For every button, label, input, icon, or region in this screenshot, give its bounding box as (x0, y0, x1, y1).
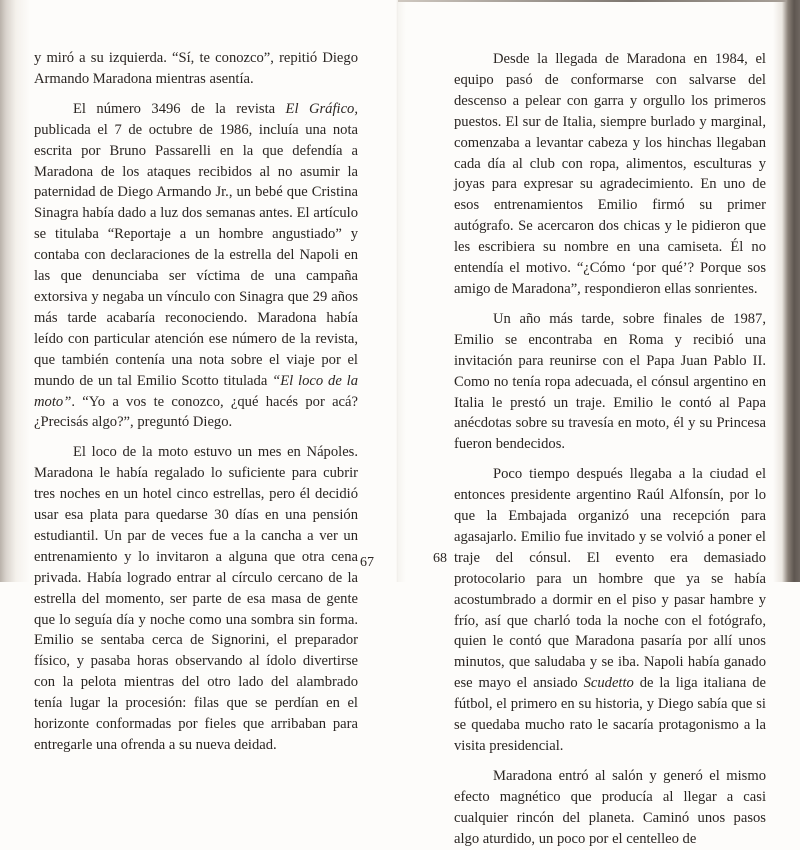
page-number-right: 68 (433, 551, 447, 566)
paragraph-el-grafico (34, 99, 358, 434)
text-run: Poco tiempo después llegaba a la ciudad el entonces presidente argentino Raúl Alfonsín, por lo que la Embajada organizó una recepción para agasajarlo. Emilio fue invitado y se volvió a poner el traje del cónsul. El evento era demasiado protocolario para un hombre que ya se había acostumbrado a dormir en el piso y pasar hambre y frío, así que charló toda la noche con el fotógrafo, quien le contó que Maradona pasaría por allí unos minutos, que saludaba y se iba. Napoli había ganado ese mayo el ansiado (454, 466, 766, 692)
paragraph-continuation: y miró a su izquierda. “Sí, te conozco”, repitió Diego Armando Maradona mientras asentía. (34, 50, 358, 87)
paragraph-napoles: El loco de la moto estuvo un mes en Nápoles. Maradona le había regalado lo suficiente para cubrir tres noches en un hotel cinco estrellas, pero él decidió usar esa plata para quedarse 30 días en una pensión estudiantil. Un par de veces fue a la cancha a ver un entrenamiento y lo invitaron a alguna que otra cena privada. Había logrado entrar al círculo cercano de la estrella del momento, ser parte de esa masa de gente que lo seguía día y noche como una sombra sin forma. Emilio se sentaba cerca de Signorini, el preparador físico, y pasaba horas observando al ídolo divertirse con la pelota mientras del otro lado del alambrado tenía lugar la procesión: filas que se perdían en el horizonte conformadas por fieles que arribaban para entregarle una ofrenda a su nueva deidad. (34, 444, 358, 753)
left-page-body (34, 48, 358, 756)
text-run: publicada el 7 de octubre de 1986, incluía una nota escrita por Bruno Passarelli en la que defendía a Maradona de los ataques recibidos al no asumir la paternidad de Diego Armando Jr., un bebé que Cristina Sinagra había dado a luz dos semanas antes. El artículo se titulaba “Reportaje a un hombre angustiado” y contaba con declaraciones de la estrella del Napoli en las que denunciaba ser víctima de una campaña extorsiva y negaba un vínculo con Sinagra que 29 años más tarde acabaría reconociendo. Maradona había leído con particular atención ese número de la revista, que también contenía una nota sobre el viaje por el mundo de un tal Emilio Scotto titulada (34, 121, 358, 389)
paragraph-alfonsin (454, 464, 766, 757)
italic-magazine-title: El Gráfico, (285, 100, 358, 117)
text-run: . “Yo a vos te conozco, ¿qué hacés por acá? ¿Precisás algo?”, preguntó Diego. (34, 393, 358, 431)
text-run: de la liga italiana de fútbol, el primero en su historia, y Diego sabía que si se quedaba mucho rato le sacaría protagonismo a la visita presidencial. (454, 675, 767, 754)
right-page-body (454, 49, 766, 850)
paragraph-papa: Un año más tarde, sobre finales de 1987, Emilio se encontraba en Roma y recibió una invitación para reunirse con el Papa Juan Pablo II. Como no tenía ropa adecuada, el cónsul argentino en Italia le prestó un traje. Emilio le contó al Papa anécdotas sobre su travesía en moto, él y su Princesa fueron bendecidos. (454, 310, 766, 453)
right-page (398, 0, 800, 847)
page-number-left: 67 (360, 555, 374, 570)
italic-scudetto: Scudetto (583, 675, 634, 692)
paragraph-salon: Maradona entró al salón y generó el mismo efecto magnético que producía al llegar a casi cualquier rincón del planeta. Caminó unos pasos algo aturdido, un poco por el centelleo de (454, 767, 766, 847)
paragraph-llegada: Desde la llegada de Maradona en 1984, el equipo pasó de conformarse con salvarse del descenso a pelear con garra y orgullo los primeros puestos. El sur de Italia, siempre burlado y marginal, comenzaba a levantar cabeza y los hinchas llegaban cada día al club con ropa, alimentos, esculturas y joyas para expresar su agradecimiento. En uno de esos entrenamientos Emilio firmó su primer autógrafo. Se acercaron dos chicas y le pidieron que les escribiera su nombre en una camiseta. Él no entendía el motivo. “¿Cómo ‘por qué’? Porque sos amigo de Maradona”, respondieron ellas sonrientes. (454, 51, 766, 297)
left-page (0, 0, 398, 753)
text-run: El número 3496 de la revista (73, 100, 286, 117)
italic-article-title: “El loco de la moto” (34, 372, 358, 410)
